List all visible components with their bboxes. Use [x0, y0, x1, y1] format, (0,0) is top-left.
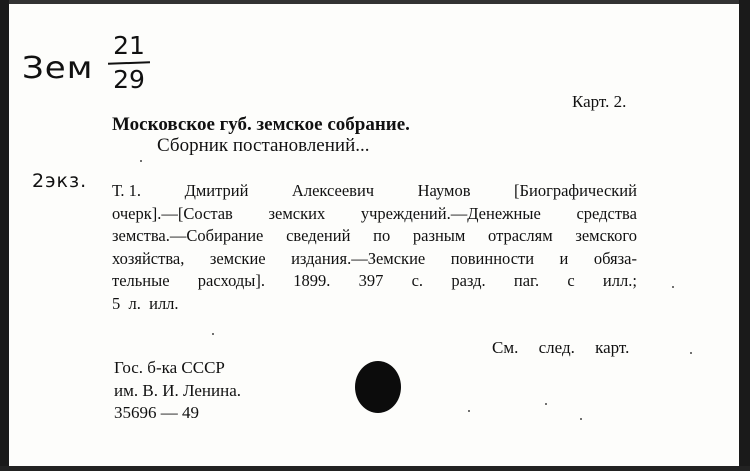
punch-hole — [355, 361, 401, 413]
ink-speck — [545, 403, 547, 405]
word: земства.—Собирание — [112, 226, 264, 245]
word: расходы]. — [197, 271, 265, 290]
ink-speck — [580, 418, 582, 420]
handwritten-copies: 2экз. — [32, 170, 88, 192]
word: сведений — [286, 226, 351, 245]
word: л. — [128, 293, 141, 313]
word: 1899. — [293, 271, 331, 290]
word: [Биографический — [514, 181, 637, 200]
fraction-top: 21 — [113, 31, 145, 60]
heading-author: Московское губ. земское собрание. — [112, 114, 410, 135]
description-block — [112, 180, 637, 315]
ink-speck — [690, 352, 692, 354]
word: разд. — [451, 271, 486, 290]
handwritten-shelf-mark: Зем — [22, 50, 94, 86]
word: отраслям — [488, 226, 553, 245]
word: илл. — [149, 293, 179, 313]
description-line — [112, 293, 637, 316]
scan-edge-top — [0, 0, 750, 4]
word: 5 — [112, 293, 121, 313]
word: паг. — [513, 271, 540, 290]
word: земского — [575, 226, 637, 245]
scan-edge-right — [739, 0, 750, 471]
description-line — [112, 270, 637, 293]
description-line — [112, 225, 637, 248]
word: учреждений.—Денежные — [360, 203, 541, 223]
word: разным — [412, 226, 466, 245]
library-stamp-line1: Гос. б-ка СССР — [114, 358, 225, 377]
word: повинности — [450, 248, 535, 268]
word: Т. 1. — [112, 181, 142, 200]
card-number: Карт. 2. — [572, 92, 627, 111]
description-line — [112, 203, 637, 226]
word: земские — [209, 248, 266, 268]
library-stamp-line2: им. В. И. Ленина. — [114, 381, 242, 400]
word: Дмитрий — [184, 181, 249, 200]
word: с — [567, 271, 575, 290]
word: издания.—Земские — [291, 248, 426, 268]
word: илл.; — [602, 271, 637, 290]
word: 397 — [358, 271, 384, 290]
scan-edge-bottom — [0, 466, 750, 471]
word: обяза- — [593, 248, 637, 268]
description-line — [112, 180, 637, 203]
word: с. — [411, 271, 424, 290]
see-next-card: См. след. карт. — [492, 338, 630, 357]
fraction-bottom: 29 — [113, 65, 145, 94]
description-line — [112, 248, 637, 271]
word: хозяйства, — [112, 248, 185, 268]
word: Алексеевич — [291, 181, 375, 200]
word: по — [373, 226, 391, 245]
word: средства — [576, 203, 637, 223]
book-title: Сборник постановлений... — [157, 135, 370, 156]
word: тельные — [112, 271, 170, 290]
word: земских — [268, 203, 326, 223]
ink-speck — [140, 160, 142, 162]
word: и — [559, 248, 569, 268]
word: очерк].—[Состав — [112, 203, 233, 223]
scan-edge-left — [0, 0, 9, 471]
ink-speck — [672, 286, 674, 288]
ink-speck — [212, 333, 214, 335]
word: Наумов — [417, 181, 471, 200]
library-stamp-line3: 35696 — 49 — [114, 403, 199, 422]
handwritten-fraction — [108, 32, 150, 94]
ink-speck — [468, 410, 470, 412]
